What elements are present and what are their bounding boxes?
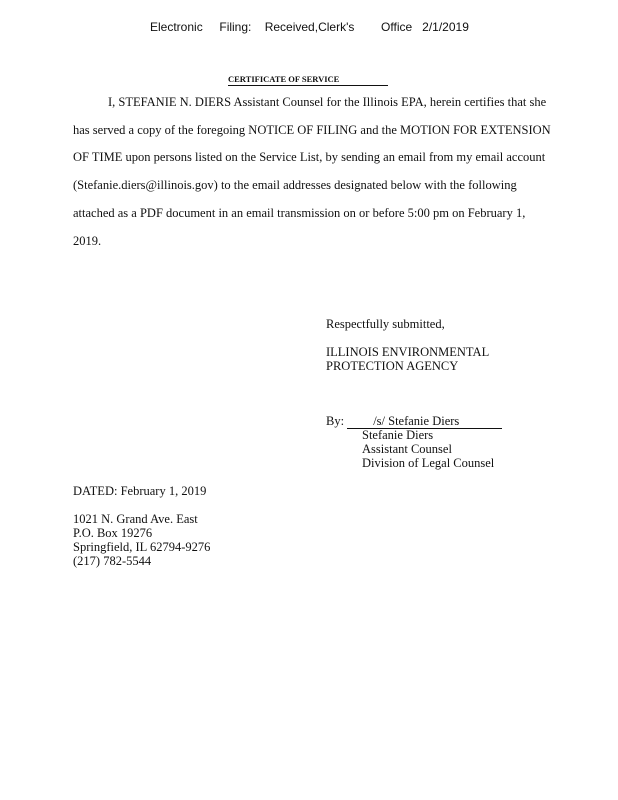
body-line-3: OF TIME upon persons listed on the Service List, by sending an email from my email account (73, 150, 546, 164)
filing-stamp: Electronic Filing: Received,Clerk's Office 2/1/2019 (150, 20, 469, 34)
closing: Respectfully submitted, (326, 317, 445, 331)
address-line-2: P.O. Box 19276 (73, 526, 153, 540)
signer-division: Division of Legal Counsel (362, 456, 495, 470)
signer-name: Stefanie Diers (362, 428, 434, 442)
certificate-title: CERTIFICATE OF SERVICE (228, 74, 388, 86)
electronic-signature: /s/ Stefanie Diers (373, 414, 460, 428)
body-line-2: has served a copy of the foregoing NOTICE OF FILING and the MOTION FOR EXTENSION (73, 123, 551, 137)
address-line-4: (217) 782-5544 (73, 554, 152, 568)
signer-title: Assistant Counsel (362, 442, 452, 456)
address-line-3: Springfield, IL 62794-9276 (73, 540, 211, 554)
by-line (326, 414, 502, 429)
by-label: By: (326, 414, 345, 428)
agency-line-1: ILLINOIS ENVIRONMENTAL (326, 345, 490, 359)
agency-line-2: PROTECTION AGENCY (326, 359, 459, 373)
body-line-4: (Stefanie.diers@illinois.gov) to the email addresses designated below with the following (73, 178, 517, 192)
signature-line (347, 414, 502, 429)
body-line-5: attached as a PDF document in an email transmission on or before 5:00 pm on February 1, (73, 206, 526, 220)
address-line-1: 1021 N. Grand Ave. East (73, 512, 198, 526)
dated-line: DATED: February 1, 2019 (73, 484, 207, 498)
body-line-1: I, STEFANIE N. DIERS Assistant Counsel for the Illinois EPA, herein certifies that she (108, 95, 547, 109)
body-line-6: 2019. (73, 234, 102, 248)
